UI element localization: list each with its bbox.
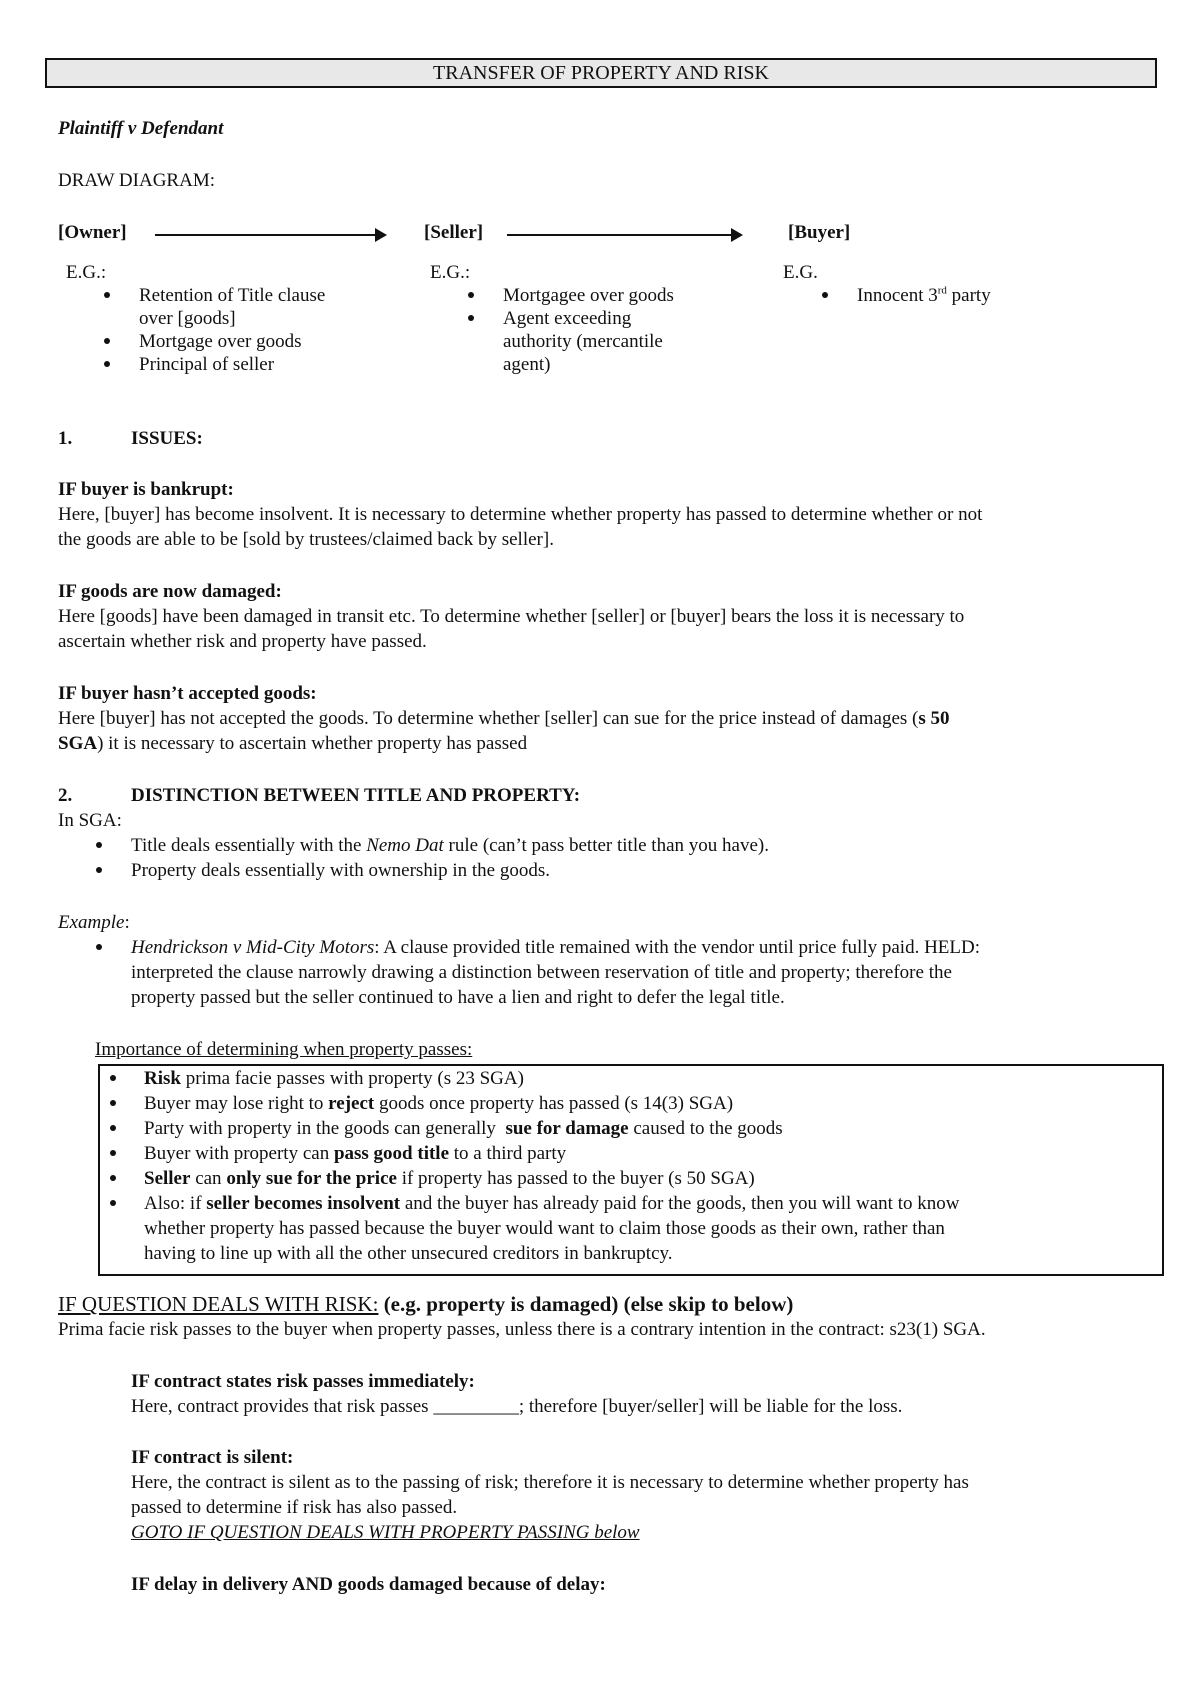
seller-item-1: Mortgagee over goods <box>503 285 674 306</box>
importance-item-2: Buyer may lose right to reject goods once property has passed (s 14(3) SGA) <box>144 1093 734 1114</box>
seller-item-2b: authority (mercantile <box>503 331 663 352</box>
bullet-icon <box>110 1100 116 1106</box>
buyer-label: [Buyer] <box>788 222 851 243</box>
risk-intro: Prima facie risk passes to the buyer when property passes, unless there is a contrary intention in the contract: s23(1) SGA. <box>58 1319 986 1340</box>
risk-delay-heading: IF delay in delivery AND goods damaged because of delay: <box>131 1574 606 1595</box>
owner-item-1: Retention of Title clause <box>139 285 326 306</box>
risk-silent-heading: IF contract is silent: <box>131 1447 294 1468</box>
section-1-heading: ISSUES: <box>131 428 203 449</box>
bullet-icon <box>104 338 110 344</box>
seller-to-buyer-arrow <box>507 234 741 236</box>
not-accepted-heading: IF buyer hasn’t accepted goods: <box>58 683 317 704</box>
importance-item-3: Party with property in the goods can generally sue for damage caused to the goods <box>144 1118 783 1139</box>
bullet-icon <box>822 292 828 298</box>
buyer-eg: E.G. <box>783 262 818 283</box>
risk-silent-text-2: passed to determine if risk has also passed. <box>131 1497 458 1518</box>
importance-item-6c: having to line up with all the other unsecured creditors in bankruptcy. <box>144 1243 673 1264</box>
seller-label: [Seller] <box>424 222 484 243</box>
page-title: TRANSFER OF PROPERTY AND RISK <box>45 58 1157 88</box>
owner-item-1b: over [goods] <box>139 308 236 329</box>
owner-to-seller-arrow <box>155 234 385 236</box>
bullet-icon <box>104 361 110 367</box>
importance-item-4: Buyer with property can pass good title to a third party <box>144 1143 567 1164</box>
section-1-number: 1. <box>58 428 73 449</box>
property-bullet: Property deals essentially with ownership in the goods. <box>131 860 550 881</box>
bullet-icon <box>110 1125 116 1131</box>
not-accepted-text-2: SGA) it is necessary to ascertain whether property has passed <box>58 733 528 754</box>
risk-immediate-heading: IF contract states risk passes immediately: <box>131 1371 475 1392</box>
importance-item-6: Also: if seller becomes insolvent and the buyer has already paid for the goods, then you will want to know <box>144 1193 960 1214</box>
risk-silent-text-1: Here, the contract is silent as to the passing of risk; therefore it is necessary to determine whether property has <box>131 1472 969 1493</box>
damaged-text-2: ascertain whether risk and property have passed. <box>58 631 427 652</box>
case-line-1: Hendrickson v Mid-City Motors: A clause provided title remained with the vendor until price fully paid. HELD: <box>131 937 981 958</box>
owner-item-2: Mortgage over goods <box>139 331 302 352</box>
damaged-heading: IF goods are now damaged: <box>58 581 282 602</box>
importance-item-6b: whether property has passed because the buyer would want to claim those goods as their own, rather than <box>144 1218 945 1239</box>
seller-item-2: Agent exceeding <box>503 308 632 329</box>
draw-diagram-label: DRAW DIAGRAM: <box>58 170 215 191</box>
seller-item-2c: agent) <box>503 354 551 375</box>
seller-eg: E.G.: <box>430 262 471 283</box>
bankrupt-text-1: Here, [buyer] has become insolvent. It is necessary to determine whether property has passed to determine whether or not <box>58 504 983 525</box>
damaged-text-1: Here [goods] have been damaged in transit etc. To determine whether [seller] or [buyer] bears the loss it is necessary to <box>58 606 965 627</box>
not-accepted-text-1: Here [buyer] has not accepted the goods. To determine whether [seller] can sue for the price instead of damages (s 50 <box>58 708 950 729</box>
title-bullet: Title deals essentially with the Nemo Dat rule (can’t pass better title than you have). <box>131 835 769 856</box>
bullet-icon <box>110 1175 116 1181</box>
section-2-number: 2. <box>58 785 73 806</box>
bullet-icon <box>96 944 102 950</box>
section-2-heading: DISTINCTION BETWEEN TITLE AND PROPERTY: <box>131 785 581 806</box>
example-label: Example: <box>58 912 130 933</box>
bankrupt-text-2: the goods are able to be [sold by trustees/claimed back by seller]. <box>58 529 554 550</box>
parties-heading: Plaintiff v Defendant <box>58 118 224 139</box>
bullet-icon <box>104 292 110 298</box>
owner-eg: E.G.: <box>66 262 107 283</box>
goto-property-passing-link[interactable]: GOTO IF QUESTION DEALS WITH PROPERTY PASSING below <box>131 1522 640 1543</box>
bullet-icon <box>110 1075 116 1081</box>
importance-item-1: Risk prima facie passes with property (s 23 SGA) <box>144 1068 524 1089</box>
bullet-icon <box>468 292 474 298</box>
importance-heading: Importance of determining when property passes: <box>95 1039 473 1060</box>
bankrupt-heading: IF buyer is bankrupt: <box>58 479 234 500</box>
bullet-icon <box>468 315 474 321</box>
bullet-icon <box>110 1200 116 1206</box>
importance-item-5: Seller can only sue for the price if property has passed to the buyer (s 50 SGA) <box>144 1168 755 1189</box>
buyer-item-1: Innocent 3rd party <box>857 284 991 306</box>
owner-item-3: Principal of seller <box>139 354 275 375</box>
risk-immediate-text: Here, contract provides that risk passes _________; therefore [buyer/seller] will be liable for the loss. <box>131 1396 903 1417</box>
case-line-3: property passed but the seller continued to have a lien and right to defer the legal title. <box>131 987 785 1008</box>
owner-label: [Owner] <box>58 222 127 243</box>
case-line-2: interpreted the clause narrowly drawing a distinction between reservation of title and property; therefore the <box>131 962 952 983</box>
bullet-icon <box>96 867 102 873</box>
bullet-icon <box>110 1150 116 1156</box>
section-2-intro: In SGA: <box>58 810 122 831</box>
bullet-icon <box>96 842 102 848</box>
risk-heading: IF QUESTION DEALS WITH RISK: (e.g. property is damaged) (else skip to below) <box>58 1292 794 1316</box>
